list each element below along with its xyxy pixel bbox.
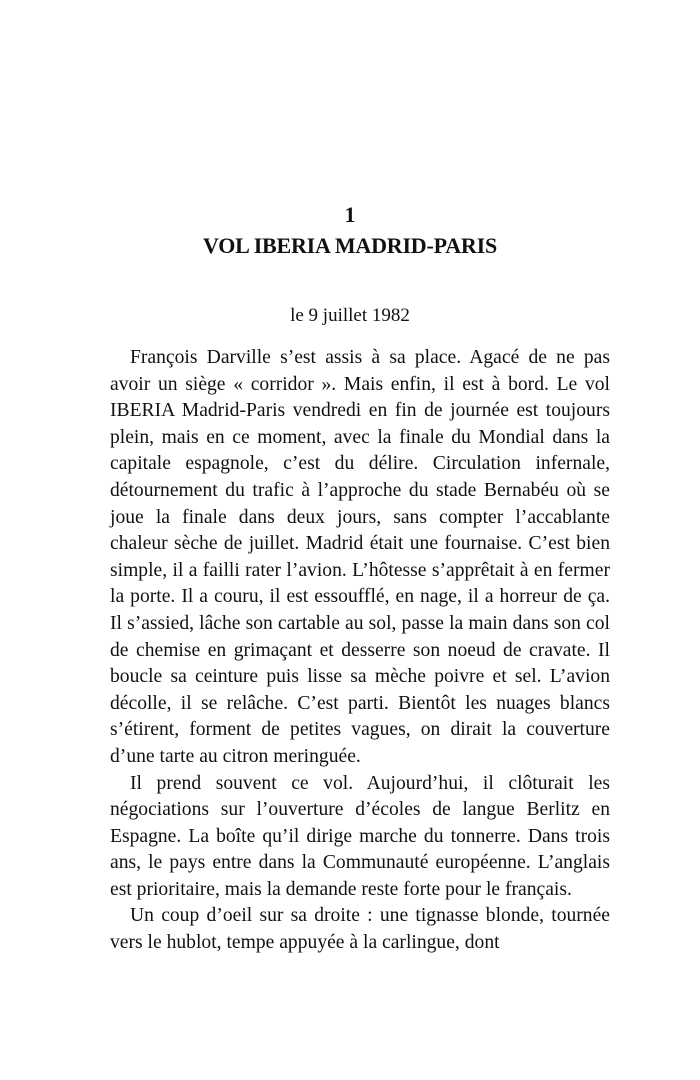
body-text (110, 345, 610, 957)
paragraph: Il prend souvent ce vol. Aujourd’hui, il clôturait les négociations sur l’ouverture d’écoles de langue Berlitz en Espagne. La boîte qu’il dirige marche du tonnerre. Dans trois ans, le pays entre dans la Communauté européenne. L’anglais est prioritaire, mais la demande reste forte pour le français. (110, 772, 610, 900)
paragraph: François Darville s’est assis à sa place. Agacé de ne pas avoir un siège « corridor ». Mais enfin, il est à bord. Le vol IBERIA Madrid-Paris vendredi en fin de journée est toujours plein, mais en ce moment, avec la finale du Mondial dans la capitale espagnole, c’est du délire. Circulation infernale, détournement du trafic à l’approche du stade Bernabéu où se joue la finale dans deux jours, sans compter l’accablante chaleur sèche de juillet. Madrid était une fournaise. C’est bien simple, il a failli rater l’avion. L’hôtesse s’apprêtait à en fermer la porte. Il a couru, il est essoufflé, en nage, il a horreur de ça. Il s’assied, lâche son cartable au sol, passe la main dans son col de chemise en grimaçant et desserre son noeud de cravate. Il boucle sa ceinture puis lisse sa mèche poivre et sel. L’avion décolle, il se relâche. C’est parti. Bientôt les nuages blancs s’étirent, forment de petites vagues, on dirait la couverture d’une tarte au citron meringuée. (110, 347, 610, 767)
chapter-number: 1 (344, 202, 356, 227)
chapter-title: VOL IBERIA MADRID-PARIS (202, 233, 498, 258)
chapter-date: le 9 juillet 1982 (290, 305, 410, 326)
paragraph: Un coup d’oeil sur sa droite : une tignasse blonde, tournée vers le hublot, tempe appuyée à la carlingue, dont (110, 905, 610, 954)
